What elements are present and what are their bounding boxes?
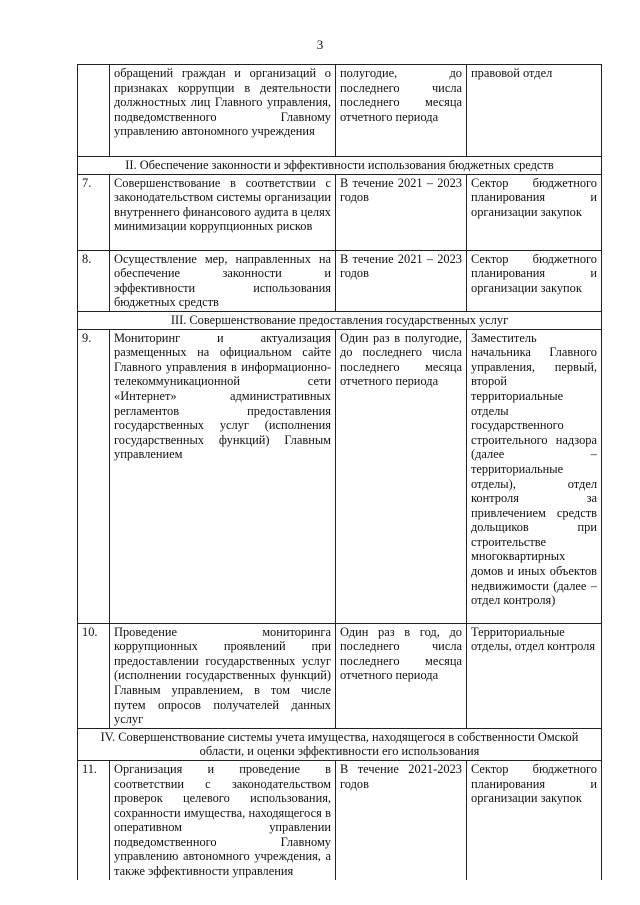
table-row [78,623,602,728]
row-number [78,65,110,157]
deadline-cell: Один раз в полугодие, до последнего числа последнего месяца отчетного периода [336,329,467,623]
deadline-cell: В течение 2021 – 2023 годов [336,174,467,250]
responsible-cell: Сектор бюджетного планирования и организации закупок [467,760,602,879]
table-row [78,760,602,879]
deadline-cell: В течение 2021-2023 годов [336,760,467,879]
page-number: 3 [316,37,324,52]
section-title: III. Совершенствование предоставления государственных услуг [78,311,602,329]
section-title: IV. Совершенствование системы учета имущества, находящегося в собственности Омской области, и оценки эффективности его использования [78,728,602,760]
section-row [78,311,602,329]
responsible-cell: Территориальные отделы, отдел контроля [467,623,602,728]
measure-cell: Организация и проведение в соответствии с законодательством проверок целевого использования, сохранности имущества, находящегося в оперативном управлении подведомственного Главному управлению автономного учреждения, а также эффективности управления [110,760,336,879]
table-row [78,329,602,623]
responsible-cell: Сектор бюджетного планирования и организации закупок [467,174,602,250]
section-row [78,728,602,760]
measure-cell: Проведение мониторинга коррупционных проявлений при предоставлении государственных услуг (исполнении государственных функций) Главным управлением, в том числе путем опросов получателей данных услуг [110,623,336,728]
deadline-cell: Один раз в год, до последнего числа последнего месяца отчетного периода [336,623,467,728]
row-number: 11. [78,760,110,879]
section-row [78,157,602,175]
section-title: II. Обеспечение законности и эффективности использования бюджетных средств [78,157,602,175]
deadline-cell: В течение 2021 – 2023 годов [336,250,467,311]
measure-cell: Осуществление мер, направленных на обеспечение законности и эффективности использования бюджетных средств [110,250,336,311]
measure-cell: обращений граждан и организаций о признаках коррупции в деятельности должностных лиц Главного управления, подведомственного Главному управлению автономного учреждения [110,65,336,157]
deadline-cell: полугодие, до последнего числа последнего месяца отчетного периода [336,65,467,157]
responsible-cell: Сектор бюджетного планирования и организации закупок [467,250,602,311]
responsible-cell: Заместитель начальника Главного управления, первый, второй территориальные отделы государственного строительного надзора (далее – территориальные отделы), отдел контроля за привлечением средств дольщиков при строительстве многоквартирных домов и иных объектов недвижимости (далее – отдел контроля) [467,329,602,623]
row-number: 8. [78,250,110,311]
table-row [78,174,602,250]
row-number: 10. [78,623,110,728]
table-row [78,250,602,311]
measures-table [77,64,602,880]
table-row [78,65,602,157]
measure-cell: Совершенствование в соответствии с законодательством системы организации внутреннего финансового аудита в целях минимизации коррупционных рисков [110,174,336,250]
measure-cell: Мониторинг и актуализация размещенных на официальном сайте Главного управления в информационно-телекоммуникационной сети «Интернет» административных регламентов предоставления государственных услуг (исполнения государственных функций) Главным управлением [110,329,336,623]
row-number: 7. [78,174,110,250]
responsible-cell: правовой отдел [467,65,602,157]
row-number: 9. [78,329,110,623]
